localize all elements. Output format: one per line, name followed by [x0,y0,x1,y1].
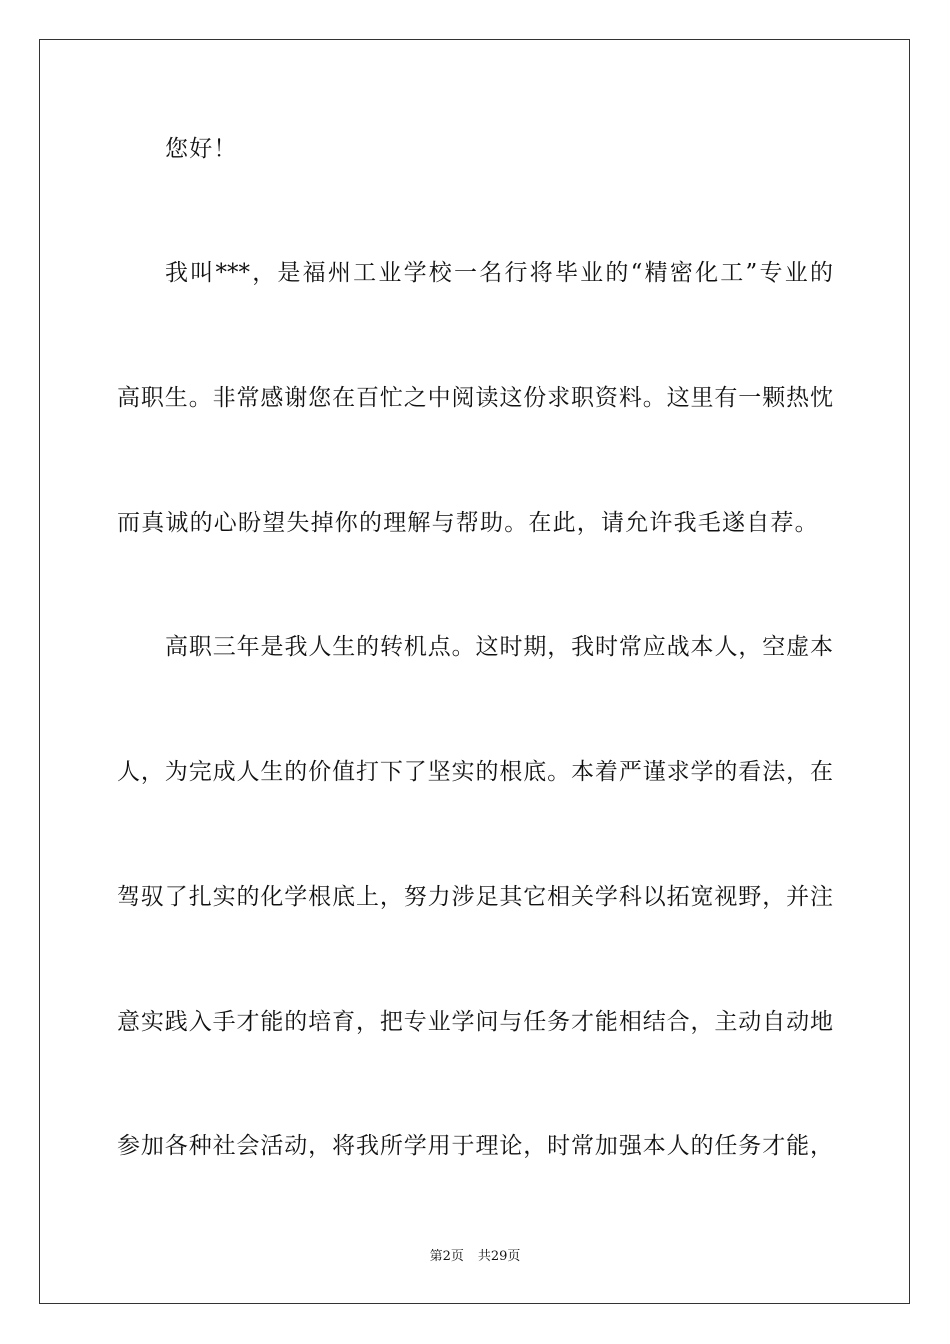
paragraph-line: 人，为完成人生的价值打下了坚实的根底。本着严谨求学的看法，在 [117,759,833,785]
paragraph-line: 意实践入手才能的培育，把专业学问与任务才能相结合，主动自动地 [117,1009,833,1035]
paragraph-line: 我叫***，是福州工业学校一名行将毕业的“精密化工”专业的 [165,260,833,286]
paragraph-line: 高职生。非常感谢您在百忙之中阅读这份求职资料。这里有一颗热忱 [117,385,833,411]
page-number: 第2页 [429,1249,464,1264]
page-border [39,39,910,1304]
page-footer [0,1248,950,1266]
paragraph-line: 高职三年是我人生的转机点。这时期，我时常应战本人，空虚本 [165,634,833,660]
paragraph-line: 参加各种社会活动，将我所学用于理论，时常加强本人的任务才能， [117,1133,833,1159]
paragraph-line: 而真诚的心盼望失掉你的理解与帮助。在此，请允许我毛遂自荐。 [117,510,819,536]
greeting-line: 您好！ [165,136,238,162]
total-pages: 共29页 [477,1249,521,1264]
paragraph-line: 驾驭了扎实的化学根底上，努力涉足其它相关学科以拓宽视野，并注 [117,884,833,910]
